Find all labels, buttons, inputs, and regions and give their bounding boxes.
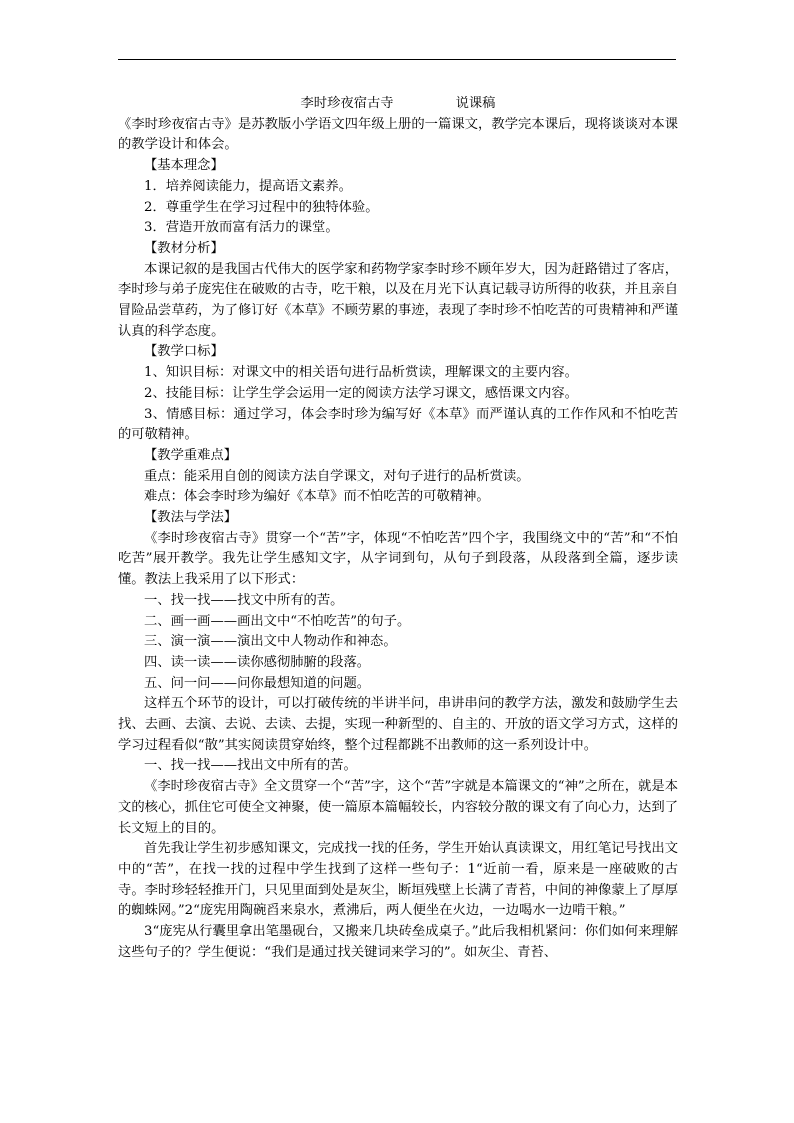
list-item: 2、技能目标：让学生学会运用一定的阅读方法学习课文，感悟课文内容。 [144, 385, 578, 401]
body-paragraph: 《李时珍夜宿古寺》贯穿一个“苦”字，体现“不怕吃苦”四个字，我围绕文中的“苦”和“不怕吃苦”展开教学。我先让学生感知文字，从字词到句，从句子到段落，从段落到全篇，逐步读懂。教法上我采用了以下形式： [118, 530, 678, 588]
list-item: 二、画一画——画出文中“不怕吃苦”的句子。 [144, 613, 411, 629]
body-paragraph: 首先我让学生初步感知课文，完成找一找的任务，学生开始认真读课文，用红笔记号找出文中的“苦”，在找一找的过程中学生找到了这样一些句子：1“近前一看，原来是一座破败的古寺。李时珍轻轻推开门，只见里面到处是灰尘，断垣残壁上长满了青苔，中间的神像蒙上了厚厚的蜘蛛网。”2“庞宪用陶碗舀来泉水，煮沸后，两人便坐在火边，一边喝水一边啃干粮。” [118, 841, 678, 919]
body-paragraph: 3“庞宪从行囊里拿出笔墨砚台，又搬来几块砖垒成桌子。”此后我相机紧问：你们如何来理解这些句子的？学生便说：“我们是通过找关键词来学习的”。如灰尘、青苔、 [118, 924, 678, 960]
title-main: 李时珍夜宿古寺 [300, 96, 394, 111]
title-sub: 说课稿 [455, 96, 496, 111]
list-item: 3、情感目标：通过学习，体会李时珍为编写好《本草》而严谨认真的工作作风和不怕吃苦的可敬精神。 [118, 406, 678, 443]
section-heading-methods: 【教法与学法】 [144, 510, 238, 526]
section-heading-teaching-goals: 【教学口标】 [144, 344, 224, 360]
list-item: 三、演一演——演出文中人物动作和神态。 [144, 634, 397, 650]
document-title [118, 94, 678, 115]
section-heading-basic-idea: 【基本理念】 [144, 158, 224, 174]
list-item: 难点：体会李时珍为编好《本草》而不怕吃苦的可敬精神。 [144, 489, 490, 505]
list-item: 2．尊重学生在学习过程中的独特体验。 [144, 199, 379, 215]
section-heading-material-analysis: 【教材分析】 [144, 240, 224, 256]
body-paragraph: 这样五个环节的设计，可以打破传统的半讲半问，串讲串问的教学方法，激发和鼓励学生去找、去画、去演、去说、去读、去提，实现一种新型的、自主的、开放的语文学习方式，这样的学习过程看似“散”其实阅读贯穿始终，整个过程都跳不出教师的这一系列设计中。 [118, 696, 678, 753]
subsection-heading: 一、找一找——找出文中所有的苦。 [144, 758, 357, 774]
body-paragraph: 本课记叙的是我国古代伟大的医学家和药物学家李时珍不顾年岁大，因为赶路错过了客店，李时珍与弟子庞宪住在破败的古寺，吃干粮，以及在月光下认真记载寻访所得的收获，并且亲自冒险品尝草药，为了修订好《本草》不顾劳累的事迹，表现了李时珍不怕吃苦的可贵精神和严谨认真的科学态度。 [118, 261, 678, 339]
list-item: 四、读一读——读你感彻肺腑的段落。 [144, 654, 371, 670]
intro-paragraph: 《李时珍夜宿古寺》是苏教版小学语文四年级上册的一篇课文，教学完本课后，现将谈谈对本课的教学设计和体会。 [118, 116, 678, 153]
list-item: 五、问一问——问你最想知道的问题。 [144, 675, 371, 691]
header-rule [118, 59, 676, 60]
list-item: 1、知识目标：对课文中的相关语句进行品析赏读，理解课文的主要内容。 [144, 365, 578, 381]
body-paragraph: 《李时珍夜宿古寺》全文贯穿一个“苦”字，这个“苦”字就是本篇课文的“神”之所在，就是本文的核心，抓住它可使全文神聚，使一篇原本篇幅较长，内容较分散的课文有了向心力，达到了长文短上的目的。 [118, 779, 678, 836]
list-item: 1．培养阅读能力，提高语文素养。 [144, 178, 352, 194]
list-item: 一、找一找——找文中所有的苦。 [144, 592, 344, 608]
list-item: 重点：能采用自创的阅读方法自学课文，对句子进行的品析赏读。 [144, 468, 530, 484]
list-item: 3．营造开放而富有活力的课堂。 [144, 220, 339, 236]
section-heading-key-difficult: 【教学重难点】 [144, 447, 238, 463]
document-body [118, 94, 678, 964]
